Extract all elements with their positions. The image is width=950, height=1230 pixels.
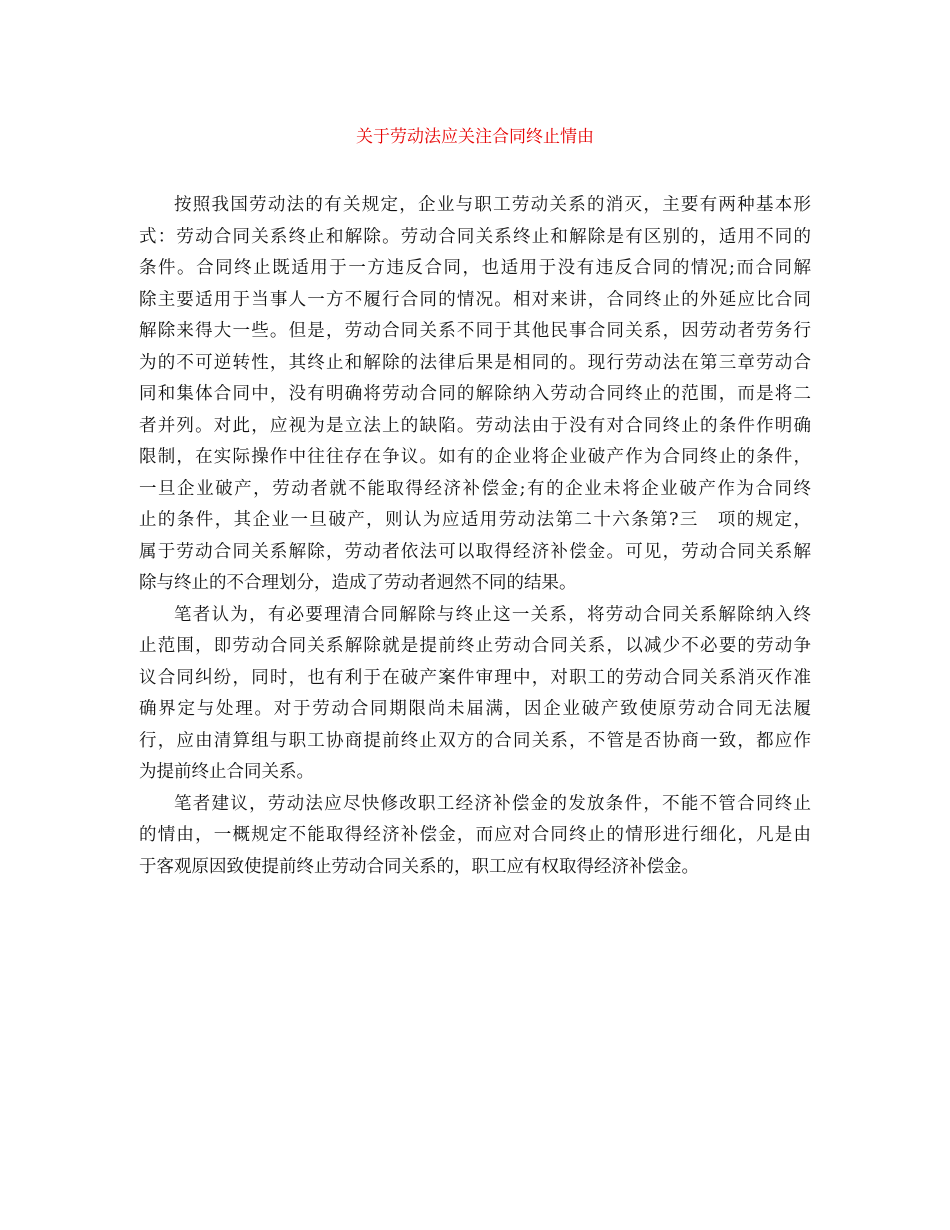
paragraph-line: 行，应由清算组与职工协商提前终止双方的合同关系，不管是否协商一致，都应作 <box>139 730 811 751</box>
paragraph-line: 于客观原因致使提前终止劳动合同关系的，职工应有权取得经济补偿金。 <box>139 856 699 877</box>
paragraph-3 <box>139 789 811 884</box>
paragraph-line: 止范围，即劳动合同关系解除就是提前终止劳动合同关系，以减少不必要的劳动争 <box>139 636 811 656</box>
paragraph-line: 式：劳动合同关系终止和解除。劳动合同关系终止和解除是有区别的，适用不同的 <box>139 226 811 247</box>
paragraph-line: 解除来得大一些。但是，劳动合同关系不同于其他民事合同关系，因劳动者劳务行 <box>139 321 811 341</box>
paragraph-2 <box>139 600 811 789</box>
paragraph-1 <box>139 190 811 600</box>
paragraph-line: 除与终止的不合理划分，造成了劳动者迥然不同的结果。 <box>139 573 577 593</box>
paragraph-line: 止的条件，其企业一旦破产，则认为应适用劳动法第二十六条第?三 项的规定， <box>139 510 811 530</box>
document-body <box>139 190 811 883</box>
paragraph-line: 者并列。对此，应视为是立法上的缺陷。劳动法由于没有对合同终止的条件作明确 <box>139 415 811 436</box>
paragraph-line: 为的不可逆转性，其终止和解除的法律后果是相同的。现行劳动法在第三章劳动合 <box>139 352 811 373</box>
paragraph-line: 按照我国劳动法的有关规定，企业与职工劳动关系的消灭，主要有两种基本形 <box>174 195 811 215</box>
paragraph-line: 的情由，一概规定不能取得经济补偿金，而应对合同终止的情形进行细化，凡是由 <box>139 825 811 845</box>
paragraph-line: 议合同纠纷，同时，也有利于在破产案件审理中，对职工的劳动合同关系消灭作准 <box>139 667 811 688</box>
paragraph-line: 条件。合同终止既适用于一方违反合同，也适用于没有违反合同的情况;而合同解 <box>139 258 811 278</box>
paragraph-line: 笔者认为，有必要理清合同解除与终止这一关系，将劳动合同关系解除纳入终 <box>174 604 811 625</box>
paragraph-line: 除主要适用于当事人一方不履行合同的情况。相对来讲，合同终止的外延应比合同 <box>139 289 811 310</box>
paragraph-line: 确界定与处理。对于劳动合同期限尚未届满，因企业破产致使原劳动合同无法履 <box>139 699 811 719</box>
paragraph-line: 属于劳动合同关系解除，劳动者依法可以取得经济补偿金。可见，劳动合同关系解 <box>139 541 811 562</box>
paragraph-line: 为提前终止合同关系。 <box>139 762 314 782</box>
paragraph-line: 一旦企业破产，劳动者就不能取得经济补偿金;有的企业未将企业破产作为合同终 <box>139 478 811 499</box>
paragraph-line: 限制，在实际操作中往往存在争议。如有的企业将企业破产作为合同终止的条件， <box>139 447 811 467</box>
paragraph-line: 笔者建议，劳动法应尽快修改职工经济补偿金的发放条件，不能不管合同终止 <box>174 793 811 814</box>
paragraph-line: 同和集体合同中，没有明确将劳动合同的解除纳入劳动合同终止的范围，而是将二 <box>139 384 811 404</box>
document-title: 关于劳动法应关注合同终止情由 <box>356 127 594 147</box>
